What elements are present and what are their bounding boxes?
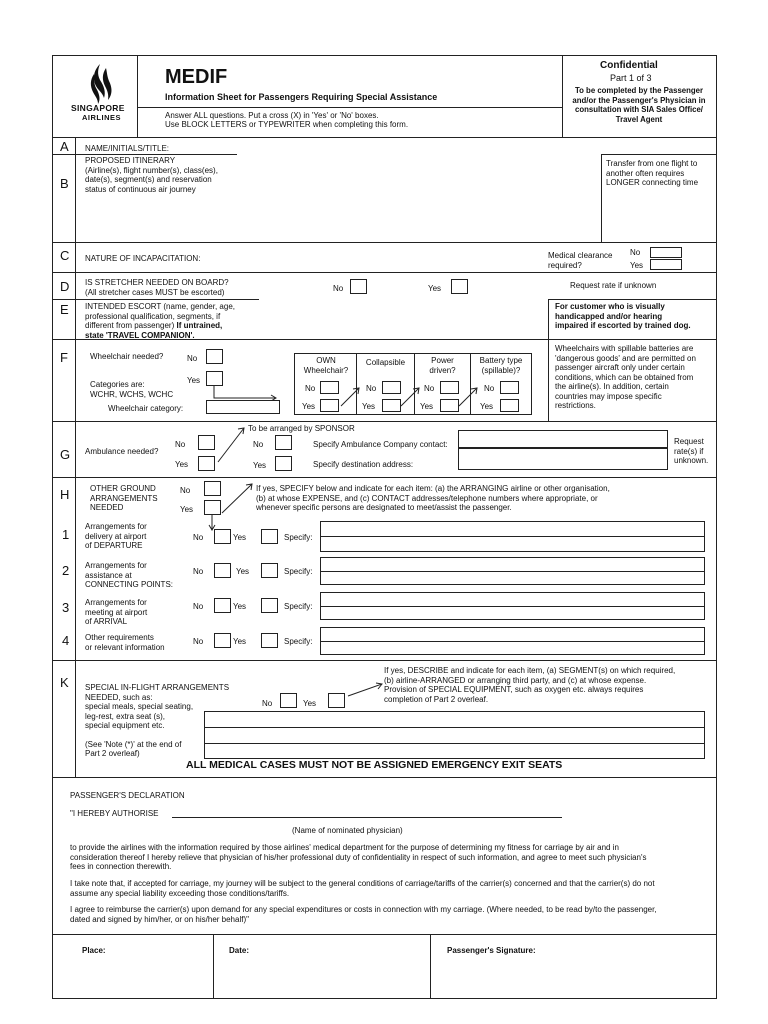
destination-address-label: Specify destination address:	[313, 460, 414, 469]
clearance-no-label: No	[630, 248, 641, 257]
item-no-box[interactable]	[214, 598, 231, 613]
stretcher-yes-box[interactable]	[451, 279, 468, 294]
item-no-box[interactable]	[214, 563, 231, 578]
item-no-label: No	[193, 533, 204, 542]
ground-no-label: No	[180, 486, 191, 495]
declaration-paragraph-3: I agree to reimburse the carrier(s) upon demand for any special expenditures or costs in connection with my carriage. (Where needed, to be read by/to the passenger, dated and signed by him/her, or on his/her behalf)"	[70, 905, 657, 924]
item-no-box[interactable]	[214, 529, 231, 544]
stretcher-no-box[interactable]	[350, 279, 367, 294]
item-yes-box[interactable]	[261, 633, 278, 648]
item-yes-box[interactable]	[261, 529, 278, 544]
wheelchair-category-field[interactable]	[206, 400, 280, 414]
inflight-instructions: If yes, DESCRIBE and indicate for each item, (a) SEGMENT(s) on which required, (b) airline-ARRANGED or arranging third party, and (c) at whose expense. Provision of SPECIAL EQUIPMENT, such as oxygen etc. always requires completion of Part 2 overleaf.	[384, 666, 676, 704]
logo-text: SINGAPORE	[71, 103, 125, 113]
stretcher-no-label: No	[333, 284, 344, 293]
item-label: Arrangements for meeting at airport of ARRIVAL	[85, 598, 148, 626]
inflight-yes-label: Yes	[303, 699, 317, 708]
item-yes-box[interactable]	[261, 563, 278, 578]
physician-name-line[interactable]	[172, 817, 562, 818]
place-label: Place:	[82, 946, 106, 955]
item-yes-label: Yes	[233, 533, 247, 542]
sponsor-yes-box[interactable]	[275, 456, 292, 471]
ground-instructions: If yes, SPECIFY below and indicate for each item: (a) the ARRANGING airline or other organisation, (b) at whose EXPENSE, and (c) CONTACT addresses/telephone numbers where appropriate, or whenever specific persons are designated to meet/assist the passenger.	[256, 484, 610, 512]
wheelchair-yes-label: Yes	[187, 376, 201, 385]
itinerary-field[interactable]	[237, 154, 601, 242]
ambulance-no-box[interactable]	[198, 435, 215, 450]
sponsor-no-label: No	[253, 440, 264, 449]
date-label: Date:	[229, 946, 250, 955]
sponsor-yes-label: Yes	[253, 461, 267, 470]
item-specify-label: Specify:	[284, 602, 313, 611]
declaration-title: PASSENGER'S DECLARATION	[70, 791, 185, 800]
section-h-letter: H	[60, 487, 70, 502]
battery-no-label: No	[484, 384, 495, 393]
item-label: Arrangements for delivery at airport of DEPARTURE	[85, 522, 147, 550]
own-no-label: No	[305, 384, 316, 393]
wheelchair-table-arrows	[339, 380, 509, 410]
declaration-paragraph-2: I take note that, if accepted for carriage, my journey will be subject to the general conditions of carriage/tariffs of the carrier(s) concerned and that the carrier(s) do not assume any special liability exceeding those conditions/tariffs.	[70, 879, 655, 898]
form-title: MEDIF	[165, 66, 228, 88]
section-e-letter: E	[60, 302, 69, 317]
item-number: 3	[62, 600, 70, 615]
collapsible-yes-label: Yes	[362, 402, 376, 411]
item-no-label: No	[193, 602, 204, 611]
inflight-arrow	[346, 680, 386, 700]
wheelchair-category-label: Wheelchair category:	[108, 404, 184, 413]
instruction-1: Answer ALL questions. Put a cross (X) in 'Yes' or 'No' boxes.	[165, 111, 379, 120]
item-yes-label: Yes	[236, 567, 250, 576]
ambulance-yes-label: Yes	[175, 460, 189, 469]
power-no-label: No	[424, 384, 435, 393]
inflight-no-box[interactable]	[280, 693, 297, 708]
signature-label: Passenger's Signature:	[447, 946, 536, 955]
wheelchair-no-label: No	[187, 354, 198, 363]
wheelchair-categories: Categories are: WCHR, WCHS, WCHC	[90, 380, 174, 399]
form-subtitle: Information Sheet for Passengers Requiring Special Assistance	[165, 92, 438, 102]
clearance-yes-box[interactable]	[650, 259, 682, 270]
place-field[interactable]	[54, 958, 211, 996]
battery-yes-label: Yes	[480, 402, 494, 411]
authorise-label: "I HEREBY AUTHORISE	[70, 809, 159, 818]
inflight-no-label: No	[262, 699, 273, 708]
section-a-letter: A	[60, 139, 69, 154]
clearance-no-box[interactable]	[650, 247, 682, 258]
item-yes-label: Yes	[233, 637, 247, 646]
section-d-letter: D	[60, 279, 70, 294]
own-yes-label: Yes	[302, 402, 316, 411]
item-no-box[interactable]	[214, 633, 231, 648]
trained-dog-note: For customer who is visually handicapped and/or hearing impaired if escorted by trained dog.	[555, 302, 691, 330]
clearance-yes-label: Yes	[630, 261, 644, 270]
item-specify-label: Specify:	[284, 567, 313, 576]
stretcher-label: IS STRETCHER NEEDED ON BOARD? (All stretcher cases MUST be escorted)	[85, 278, 229, 297]
collapsible-header: Collapsible	[365, 358, 406, 367]
wheelchair-no-box[interactable]	[206, 349, 223, 364]
item-no-label: No	[193, 637, 204, 646]
item-no-label: No	[193, 567, 204, 576]
sponsor-label: To be arranged by SPONSOR	[248, 424, 355, 433]
inflight-field[interactable]	[204, 711, 705, 759]
stretcher-yes-label: Yes	[428, 284, 442, 293]
item-specify-label: Specify:	[284, 533, 313, 542]
collapsible-no-label: No	[366, 384, 377, 393]
ambulance-rate-note: Request rate(s) if unknown.	[674, 437, 709, 465]
ambulance-contact-label: Specify Ambulance Company contact:	[313, 440, 448, 449]
exit-seats-warning: ALL MEDICAL CASES MUST NOT BE ASSIGNED EMERGENCY EXIT SEATS	[186, 759, 563, 771]
incapacitation-label: NATURE OF INCAPACITATION:	[85, 254, 201, 263]
sponsor-no-box[interactable]	[275, 435, 292, 450]
medical-clearance-label: Medical clearance required?	[548, 251, 613, 270]
ambulance-yes-box[interactable]	[198, 456, 215, 471]
inflight-label: SPECIAL IN-FLIGHT ARRANGEMENTS NEEDED, such as: special meals, special seating, leg-rest, extra seat (s), special equipment etc. (See 'Note (*)' at the end of Part 2 overleaf)	[85, 683, 230, 758]
wheelchair-yes-box[interactable]	[206, 371, 223, 386]
ambulance-no-label: No	[175, 440, 186, 449]
item-yes-box[interactable]	[261, 598, 278, 613]
instruction-2: Use BLOCK LETTERS or TYPEWRITER when completing this form.	[165, 120, 409, 129]
ambulance-contact-field[interactable]	[458, 430, 668, 448]
physician-caption: (Name of nominated physician)	[292, 826, 403, 835]
declaration-paragraph-1: to provide the airlines with the information required by those airlines' medical department for the purpose of determining my fitness for carriage by air and in consideration thereof I hereby relieve that physician of his/her professional duty of confidentiality in respect of such information, and agree to meet such physician's fees in connection therewith.	[70, 843, 647, 871]
name-label: NAME/INITIALS/TITLE:	[85, 144, 170, 153]
own-no-box[interactable]	[320, 381, 339, 394]
singapore-airlines-bird-logo	[80, 62, 120, 106]
logo-text-2: AIRLINES	[82, 113, 122, 122]
escort-field[interactable]	[259, 299, 548, 339]
section-g-letter: G	[60, 447, 71, 462]
item-specify-label: Specify:	[284, 637, 313, 646]
power-yes-label: Yes	[420, 402, 434, 411]
destination-address-field[interactable]	[458, 448, 668, 470]
ground-arrangements-label: OTHER GROUND ARRANGEMENTS NEEDED	[90, 484, 158, 512]
section-b-letter: B	[60, 176, 69, 191]
itinerary-label: PROPOSED ITINERARY (Airline(s), flight number(s), class(es), date(s), segment(s) and reservation status of continuous air journey	[85, 156, 218, 194]
own-yes-box[interactable]	[320, 399, 339, 412]
own-wheelchair-header: OWN Wheelchair?	[303, 356, 349, 375]
item-number: 1	[62, 527, 70, 542]
confidential-label: Confidential	[600, 60, 658, 71]
item-number: 2	[62, 563, 70, 578]
section-f-letter: F	[60, 350, 68, 365]
transfer-note: Transfer from one flight to another often requires LONGER connecting time	[606, 159, 699, 187]
section-k-letter: K	[60, 675, 69, 690]
completed-by-note: To be completed by the Passenger and/or the Passenger's Physician in consultation with SIA Sales Office/ Travel Agent	[572, 86, 706, 124]
date-field[interactable]	[215, 958, 428, 996]
ambulance-arrow	[216, 424, 248, 464]
signature-field[interactable]	[432, 958, 714, 996]
item-number: 4	[62, 633, 70, 648]
stretcher-rate-note: Request rate if unknown	[570, 281, 657, 290]
item-label: Arrangements for assistance at CONNECTING POINTS:	[85, 561, 174, 589]
part-label: Part 1 of 3	[610, 73, 652, 83]
power-driven-header: Power driven?	[429, 356, 456, 375]
item-label: Other requirements or relevant information	[85, 633, 165, 652]
spillable-battery-note: Wheelchairs with spillable batteries are 'dangerous goods' and are permitted on passenger aircraft only under certain conditions, which can be obtained from the airline(s). In addition, certain countries may impose specific restrictions.	[555, 344, 696, 410]
inflight-yes-box[interactable]	[328, 693, 345, 708]
escort-label: INTENDED ESCORT (name, gender, age, professional qualification, segments, if different from passenger) If untrained, state 'TRAVEL COMPANION'.	[85, 302, 235, 340]
wheelchair-needed-label: Wheelchair needed?	[90, 352, 164, 361]
item-yes-label: Yes	[233, 602, 247, 611]
ground-yes-label: Yes	[180, 505, 194, 514]
battery-type-header: Battery type (spillable)?	[479, 356, 523, 375]
ground-arrows	[200, 480, 260, 535]
ambulance-needed-label: Ambulance needed?	[85, 447, 159, 456]
section-c-letter: C	[60, 248, 70, 263]
